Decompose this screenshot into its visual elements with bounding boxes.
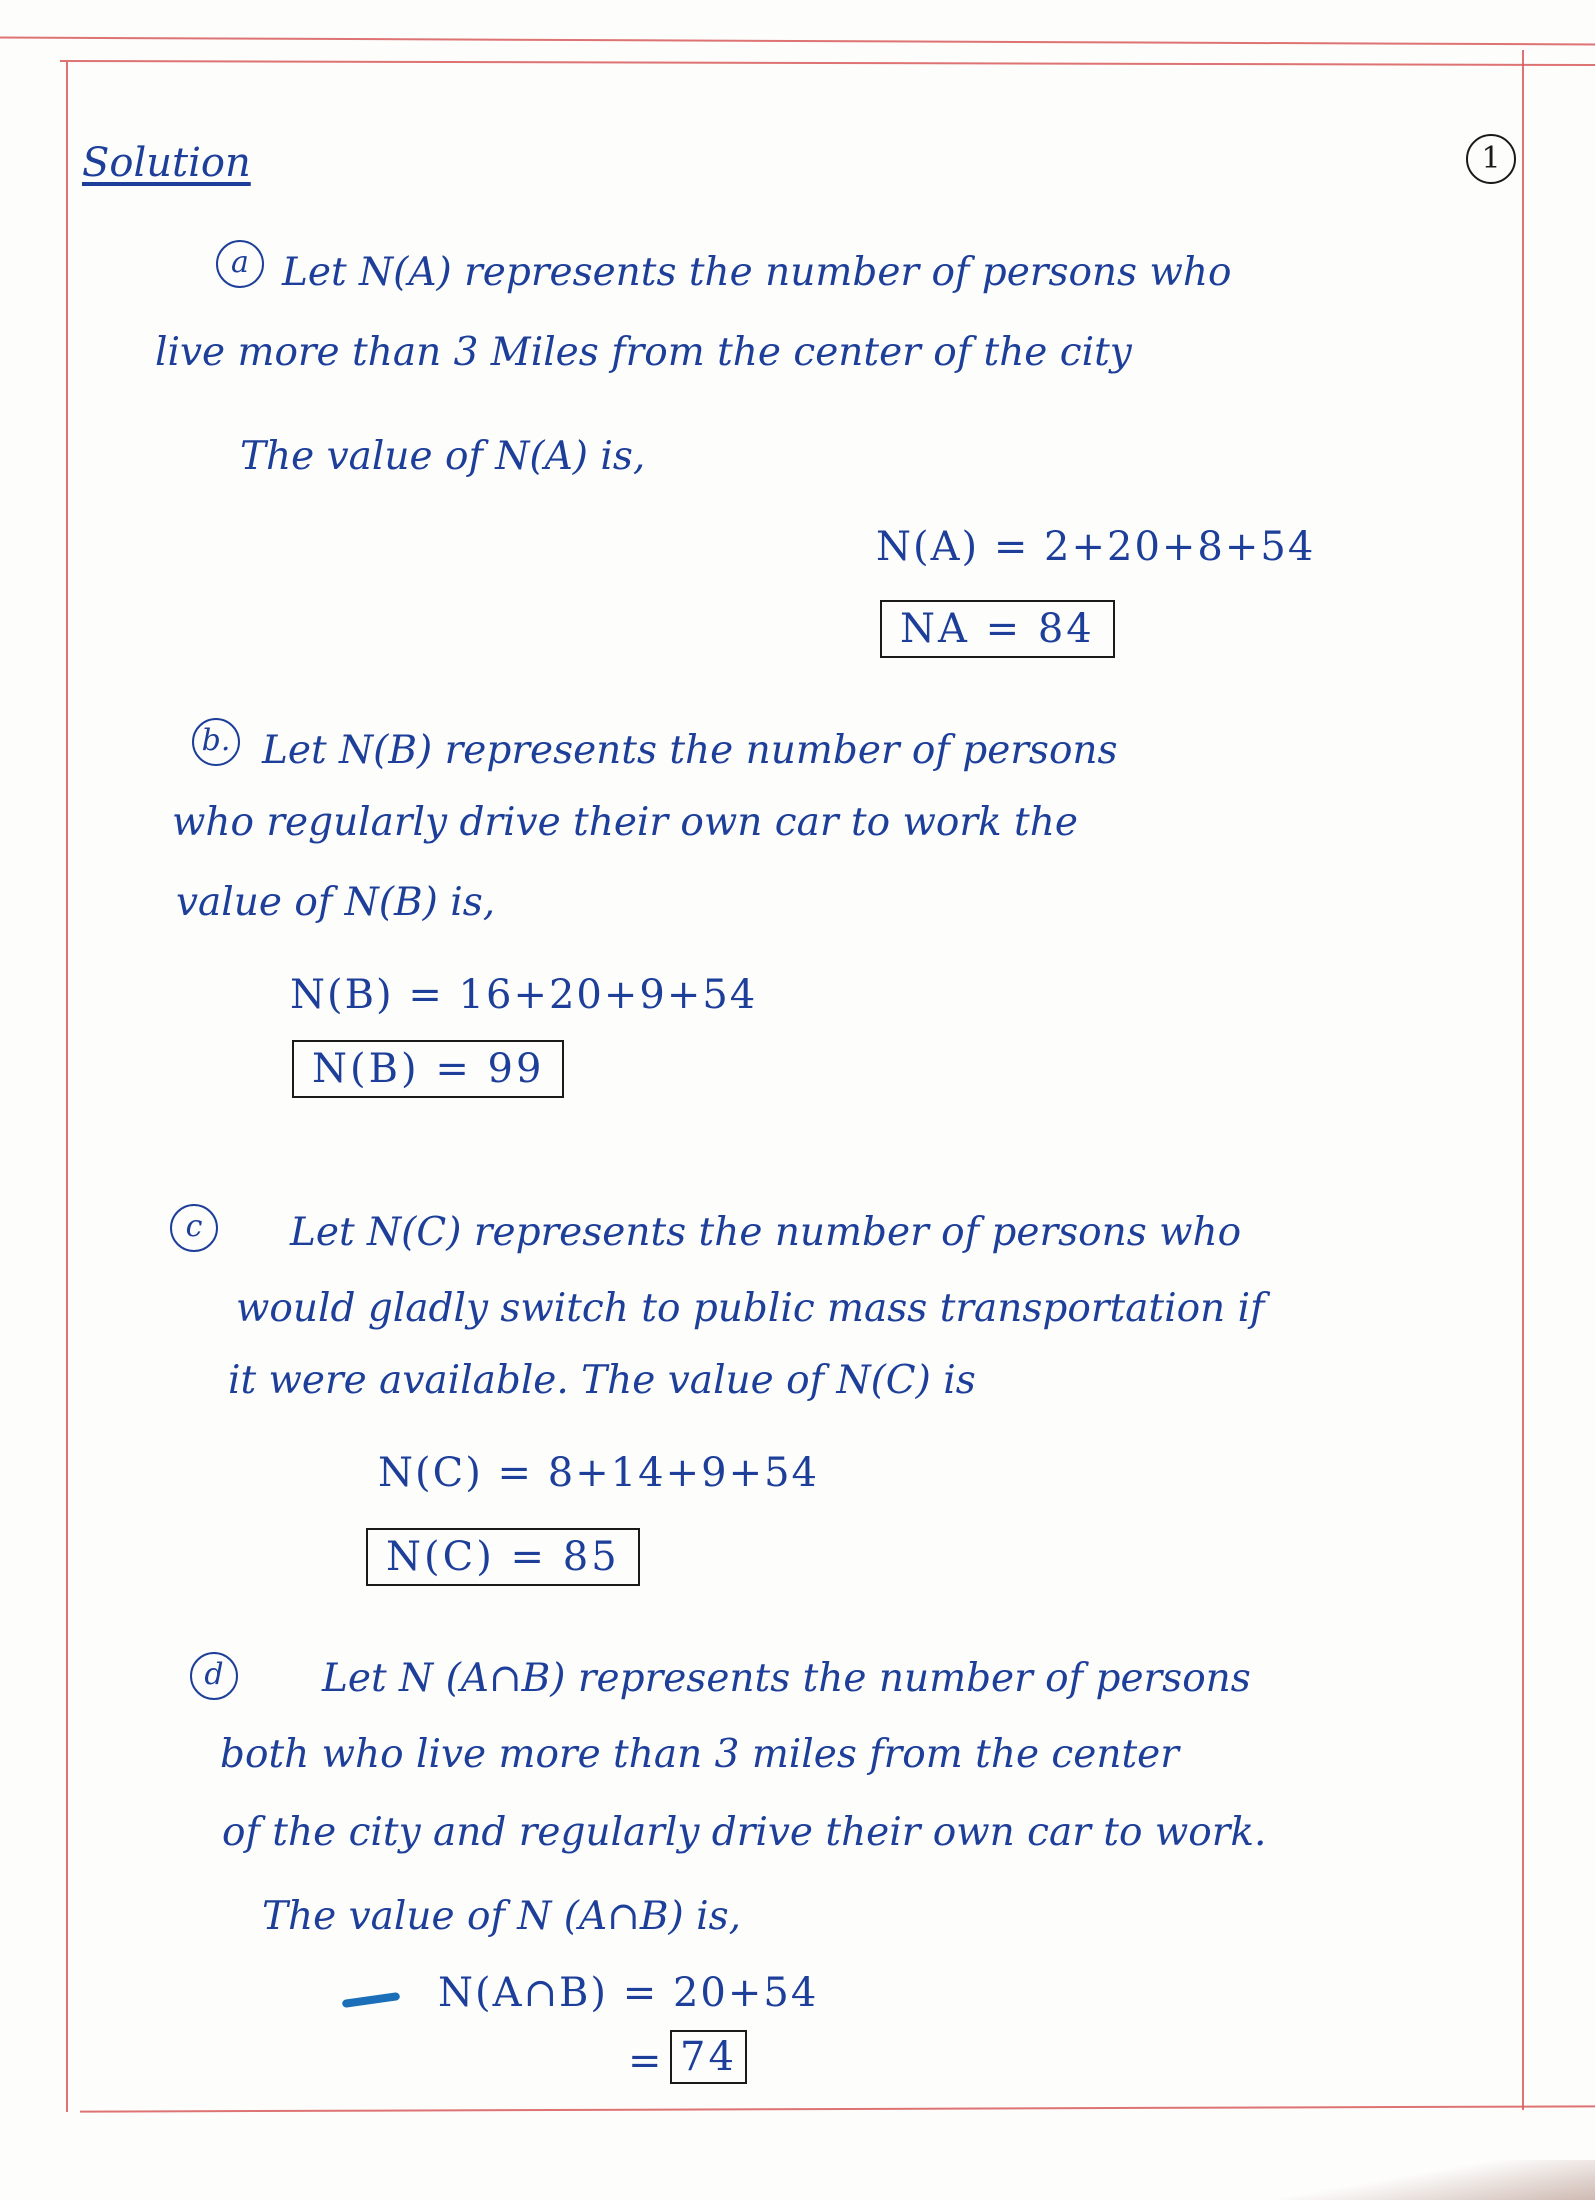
- page-corner-shadow: [1275, 2160, 1595, 2200]
- part-b-line-3: value of N(B) is,: [176, 880, 496, 925]
- part-b-label: b.: [192, 718, 240, 766]
- part-a-line-3: The value of N(A) is,: [240, 434, 646, 479]
- part-a-equation: N(A) = 2+20+8+54: [876, 524, 1316, 570]
- page-rule-top: [0, 37, 1595, 46]
- part-d-line-1: Let N (A∩B) represents the number of persons: [322, 1656, 1251, 1701]
- part-c-result-box: N(C) = 85: [366, 1528, 640, 1586]
- part-d-label: d: [190, 1652, 238, 1700]
- part-a-result-box: NA = 84: [880, 600, 1115, 658]
- part-b-equation: N(B) = 16+20+9+54: [290, 972, 758, 1018]
- part-b-line-1: Let N(B) represents the number of persons: [262, 728, 1118, 773]
- part-b-result-box: N(B) = 99: [292, 1040, 564, 1098]
- part-d-result-box: 74: [670, 2030, 747, 2084]
- part-c-line-3: it were available. The value of N(C) is: [228, 1358, 976, 1403]
- part-c-line-2: would gladly switch to public mass transportation if: [236, 1286, 1265, 1331]
- part-a-line-1: Let N(A) represents the number of persons who: [282, 250, 1232, 295]
- margin-rule-right: [1522, 50, 1524, 2110]
- part-d-line-2: both who live more than 3 miles from the center: [220, 1732, 1179, 1777]
- part-d-result-equals: =: [628, 2038, 664, 2084]
- part-a-line-2: live more than 3 Miles from the center of the city: [155, 330, 1132, 375]
- page-number: 1: [1466, 134, 1516, 184]
- part-c-label: c: [170, 1204, 218, 1252]
- part-b-line-2: who regularly drive their own car to work the: [172, 800, 1078, 845]
- part-d-line-3: of the city and regularly drive their own car to work.: [222, 1810, 1267, 1855]
- part-d-line-4: The value of N (A∩B) is,: [262, 1894, 742, 1939]
- part-a-label: a: [216, 240, 264, 288]
- solution-heading: Solution: [82, 140, 251, 186]
- part-c-line-1: Let N(C) represents the number of persons who: [290, 1210, 1242, 1255]
- page-rule-top-inner: [60, 60, 1595, 66]
- pen-dash-mark: [342, 1992, 401, 2008]
- part-c-equation: N(C) = 8+14+9+54: [378, 1450, 820, 1496]
- page-rule-bottom: [80, 2105, 1595, 2112]
- part-d-equation: N(A∩B) = 20+54: [438, 1970, 819, 2016]
- margin-rule-left: [66, 62, 68, 2112]
